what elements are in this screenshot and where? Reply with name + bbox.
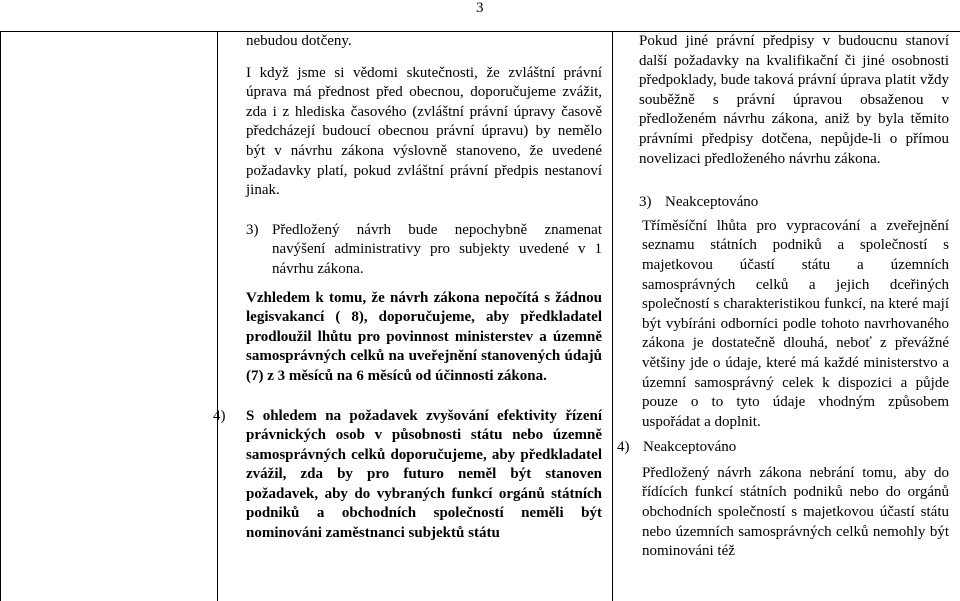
item-number: 4) [213,407,226,424]
response-item-4-heading [617,438,949,458]
special-regulation-paragraph: I když jsme si vědomi skutečnosti, že zvláštní právní úprava má přednost před obecnou, doporučujeme zvážit, zda i z hlediska časového (zvláštní právní úpravy časově předcházejí budoucí obecnou právní úpravu) by nemělo být v návrhu zákona výslovně stanoveno, že uvedené požadavky platí, pokud zvláštní právní předpis nestanoví jinak. [246,64,602,199]
response-item-4-text: Předložený návrh zákona nebrání tomu, aby do řídících funkcí státních podniků nebo do orgánů obchodních společností s majetkovou účastí státu nebo územních samosprávných celků nemohly být nominováni též [642,464,949,560]
response-item-3-heading [639,193,949,213]
response-status: Neakceptováno [665,194,759,211]
comment-column [213,32,602,544]
item-text: S ohledem na požadavek zvyšování efektivity řízení právnických osob v působnosti státu nebo územně samosprávných celků doporučujeme, aby předkladatel zvážil, zda by pro futuro neměl být stanoven požadavek, aby do vybraných funkcí orgánů státních podniků a obchodních společností neměli být nominováni zaměstnanci subjektů státu [246,407,602,542]
comment-item-3 [246,221,602,280]
response-status: Neakceptováno [643,439,737,456]
item-text: Předložený návrh bude nepochybně znamenat navýšení administrativy pro subjekty uvedené v 1 návrhu zákona. [272,221,602,277]
item-number: 4) [617,439,630,456]
table-border-left [0,31,1,601]
item-3-recommendation: Vzhledem k tomu, že návrh zákona nepočítá s žádnou legisvakancí ( 8), doporučujeme, aby předkladatel prodloužil lhůtu pro povinnost ministerstev a územně samosprávných celků na uveřejnění stanovených údajů (7) z 3 měsíců na 6 měsíců od účinnosti zákona. [246,289,602,384]
page-number: 3 [476,0,484,16]
response-column [617,32,949,562]
comment-item-4 [213,407,602,544]
table-column-divider-2 [612,31,613,601]
response-item-3-text: Tříměsíční lhůta pro vypracování a zveřejnění seznamu státních podniků a společností s majetkovou účastí státu a územních samosprávných celků a jejich dceřiných společností s charakteristikou funkcí, na které mají být vybíráni odborníci podle tohoto navrhovaného zákona je dostatečně dlouhá, neboť z převážné většiny jde o údaje, které má každé ministerstvo a územní samosprávný celek k dispozici a půjde pouze o to tyto údaje vhodným způsobem uspořádat a doplnit. [642,217,949,430]
item-number: 3) [246,221,259,238]
response-paragraph-top: Pokud jiné právní předpisy v budoucnu stanoví další požadavky na kvalifikační či jiné osobnosti předpoklady, bude taková právní úprava platit vždy souběžně s právní úpravou obsaženou v předloženém návrhu zákona, aniž by byla těmito právními předpisy dotčena, nepůjde-li o přímou novelizaci předloženého návrhu zákona. [639,33,949,167]
item-number: 3) [639,194,652,211]
intro-line: nebudou dotčeny. [246,33,352,49]
